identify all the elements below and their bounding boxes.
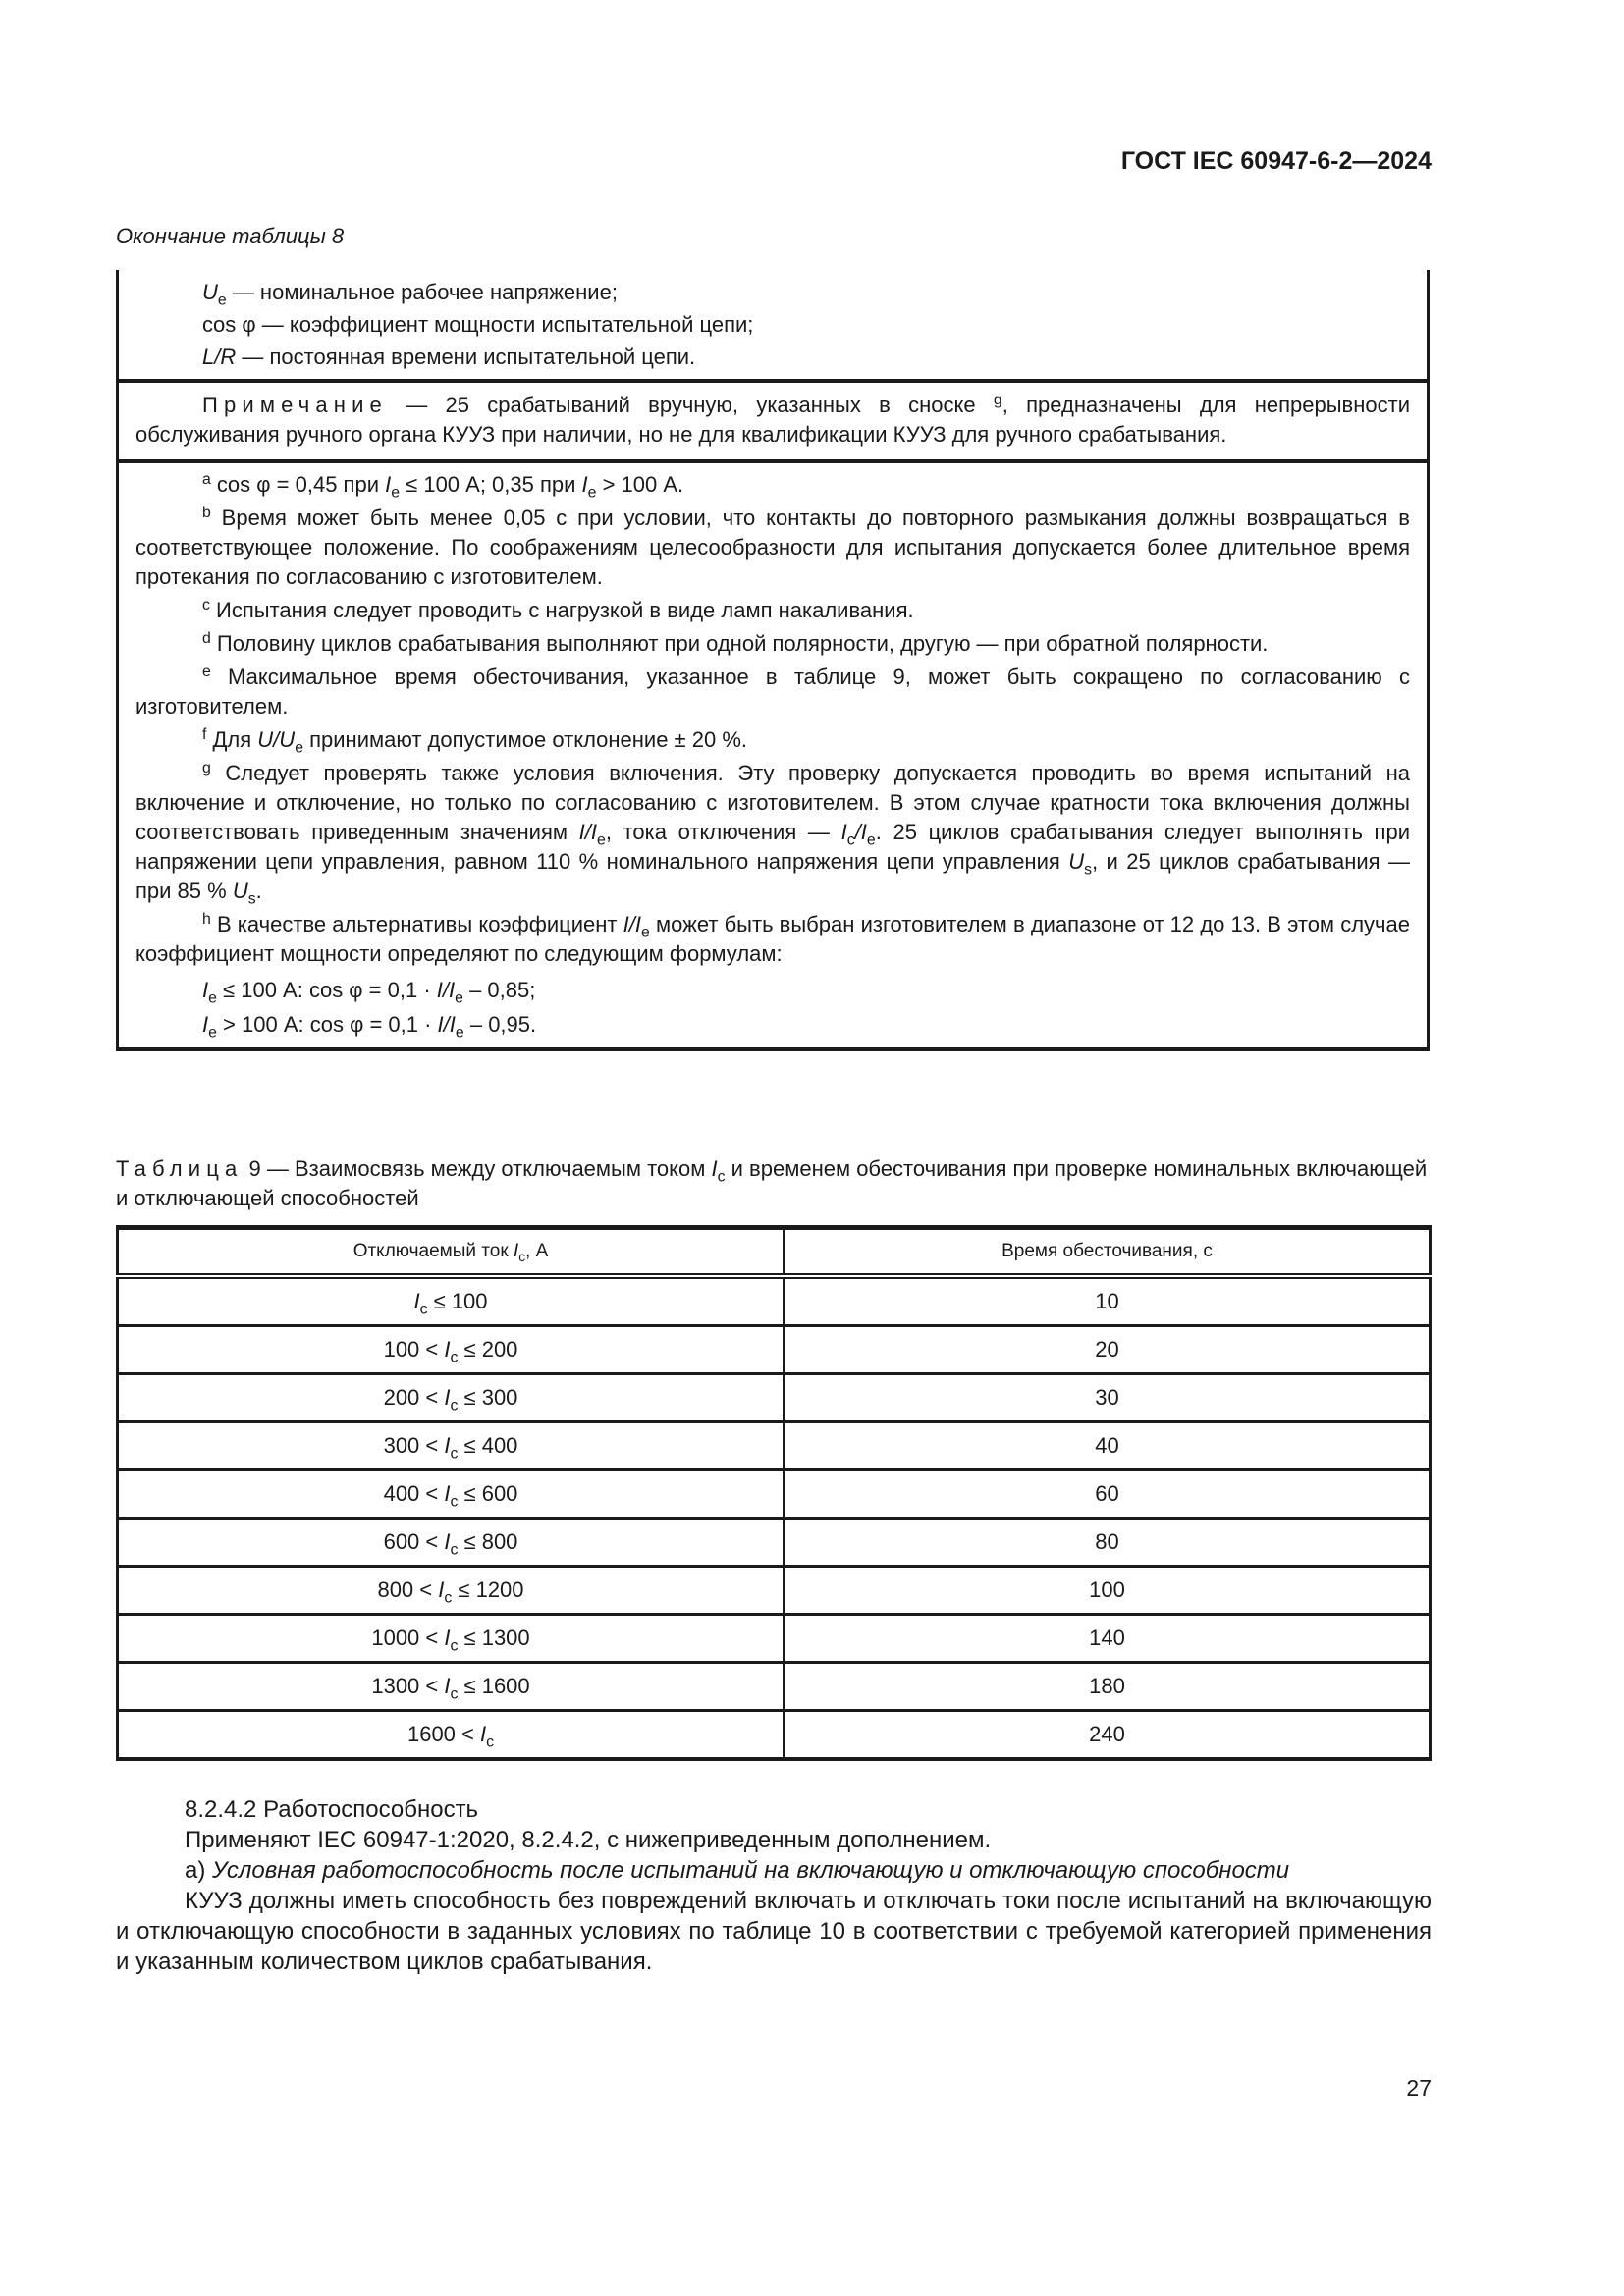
table-row xyxy=(118,1615,1431,1663)
cell-current-range: $I_c \le 100$ xyxy=(118,1276,785,1326)
cell-deenergize-time: 140 xyxy=(785,1615,1431,1663)
table-row xyxy=(118,1422,1431,1470)
document-code: ГОСТ IEC 60947-6-2—2024 xyxy=(1120,147,1432,175)
definition-ue: $U_e$ — номинальное рабочее напряжение; xyxy=(202,280,618,309)
table-8-note: Примечание — 25 срабатываний вручную, указанных в сноске $^g$, предназначены для непрерывности обслуживания ручного органа КУУЗ при наличии, но не для квалификации КУУЗ для ручного срабатывания. xyxy=(119,379,1427,459)
footnote-f: $^f$ Для $U/U_e$ принимают допустимое отклонение ± 20 %. xyxy=(202,726,747,757)
section-body: КУУЗ должны иметь способность без повреждений включать и отключать токи после испытаний на включающую и отключающую способности в заданных условиях по таблице 10 в соответствии с требуемой категорией применения и указанным количеством циклов срабатывания. xyxy=(116,1888,1432,1975)
cell-current-range: $1300 < I_c \le 1600$ xyxy=(118,1663,785,1711)
cell-deenergize-time: 30 xyxy=(785,1374,1431,1422)
cell-current-range: $300 < I_c \le 400$ xyxy=(118,1422,785,1470)
cell-current-range: $100 < I_c \le 200$ xyxy=(118,1326,785,1374)
table-row xyxy=(118,1326,1431,1374)
cell-current-range: $400 < I_c \le 600$ xyxy=(118,1470,785,1519)
cell-deenergize-time: 40 xyxy=(785,1422,1431,1470)
table-row xyxy=(118,1663,1431,1711)
footnote-d: $^d$ Половину циклов срабатывания выполняют при одной полярности, другую — при обратной полярности. xyxy=(202,630,1269,656)
footnote-h: $^h$ В качестве альтернативы коэффициент $I/I_e$ может быть выбран изготовителем в диапазоне от 12 до 13. В этом случае коэффициент мощности определяют по следующим формулам: xyxy=(135,911,1410,966)
table-9 xyxy=(116,1225,1432,1761)
section-heading: 8.2.4.2 Работоспособность xyxy=(185,1796,479,1823)
cell-current-range: $200 < I_c \le 300$ xyxy=(118,1374,785,1422)
footnote-g: $^g$ Следует проверять также условия включения. Эту проверку допускается проводить во время испытаний на включение и отключение, но только по согласованию с изготовителем. В этом случае кратности тока включения должны соответствовать приведенным значениям $I/I_e$, тока отключения — $I_c/I_e$. 25 циклов срабатывания следует выполнять при напряжении цепи управления, равном 110 % номинального напряжения цепи управления $U_s$, и 25 циклов срабатывания — при 85 % $U_s$. xyxy=(135,760,1410,908)
table-row xyxy=(118,1567,1431,1615)
page-number: 27 xyxy=(1406,2075,1432,2101)
table-continuation-label: Окончание таблицы 8 xyxy=(116,224,345,248)
cell-current-range: $1000 < I_c \le 1300$ xyxy=(118,1615,785,1663)
note-label: Примечание xyxy=(202,393,388,417)
footnote-e: $^e$ Максимальное время обесточивания, указанное в таблице 9, может быть сокращено по согласованию с изготовителем. xyxy=(135,664,1410,719)
table-8-definitions xyxy=(119,270,1427,379)
section-item-a: а) Условная работоспособность после испытаний на включающую и отключающую способности xyxy=(185,1857,1290,1884)
footnote-b: $^b$ Время может быть менее 0,05 с при условии, что контакты до повторного размыкания должны возвращаться в соответствующее положение. По соображениям целесообразности для испытания допускается более длительное время протекания по согласованию с изготовителем. xyxy=(135,505,1410,589)
table-row xyxy=(118,1374,1431,1422)
cell-current-range: $600 < I_c \le 800$ xyxy=(118,1519,785,1567)
cell-deenergize-time: 240 xyxy=(785,1711,1431,1760)
cell-deenergize-time: 180 xyxy=(785,1663,1431,1711)
table-9-header-row xyxy=(118,1228,1431,1277)
table-row xyxy=(118,1276,1431,1326)
column-header-time: Время обесточивания, с xyxy=(785,1228,1431,1277)
cell-deenergize-time: 20 xyxy=(785,1326,1431,1374)
table-row xyxy=(118,1470,1431,1519)
table-row xyxy=(118,1711,1431,1760)
cell-deenergize-time: 100 xyxy=(785,1567,1431,1615)
formula-le-100: $I_e \le 100$ А: $\cos \varphi = 0,1 \cdot I/I_e - 0,85$; xyxy=(202,978,536,1007)
column-header-current: Отключаемый ток $I_c$, А xyxy=(118,1228,785,1277)
footnote-a: $^a$ cos φ = 0,45 при $I_e \le 100$ А; 0,35 при $I_e > 100$ А. xyxy=(202,471,684,502)
cell-deenergize-time: 80 xyxy=(785,1519,1431,1567)
cell-current-range: $800 < I_c \le 1200$ xyxy=(118,1567,785,1615)
section-8-2-4-2 xyxy=(116,1794,1432,1977)
cell-current-range: $1600 < I_c$ xyxy=(118,1711,785,1760)
table-row xyxy=(118,1519,1431,1567)
table-8-footnotes xyxy=(119,459,1427,1047)
table-8 xyxy=(116,270,1430,1051)
cell-deenergize-time: 10 xyxy=(785,1276,1431,1326)
section-applies: Применяют IEC 60947-1:2020, 8.2.4.2, с нижеприведенным дополнением. xyxy=(185,1827,992,1853)
formula-gt-100: $I_e > 100$ А: $\cos \varphi = 0,1 \cdot I/I_e - 0,95$. xyxy=(202,1012,537,1041)
footnote-c: $^c$ Испытания следует проводить с нагрузкой в виде ламп накаливания. xyxy=(202,597,914,622)
cell-deenergize-time: 60 xyxy=(785,1470,1431,1519)
table-9-caption: Таблица 9 — Взаимосвязь между отключаемым током $I_c$ и временем обесточивания при проверке номинальных включающей и отключающей способностей xyxy=(116,1156,1428,1210)
definition-cos-phi: cos φ — коэффициент мощности испытательной цепи; xyxy=(202,312,754,337)
definition-lr: L/R — постоянная времени испытательной цепи. xyxy=(202,345,696,369)
